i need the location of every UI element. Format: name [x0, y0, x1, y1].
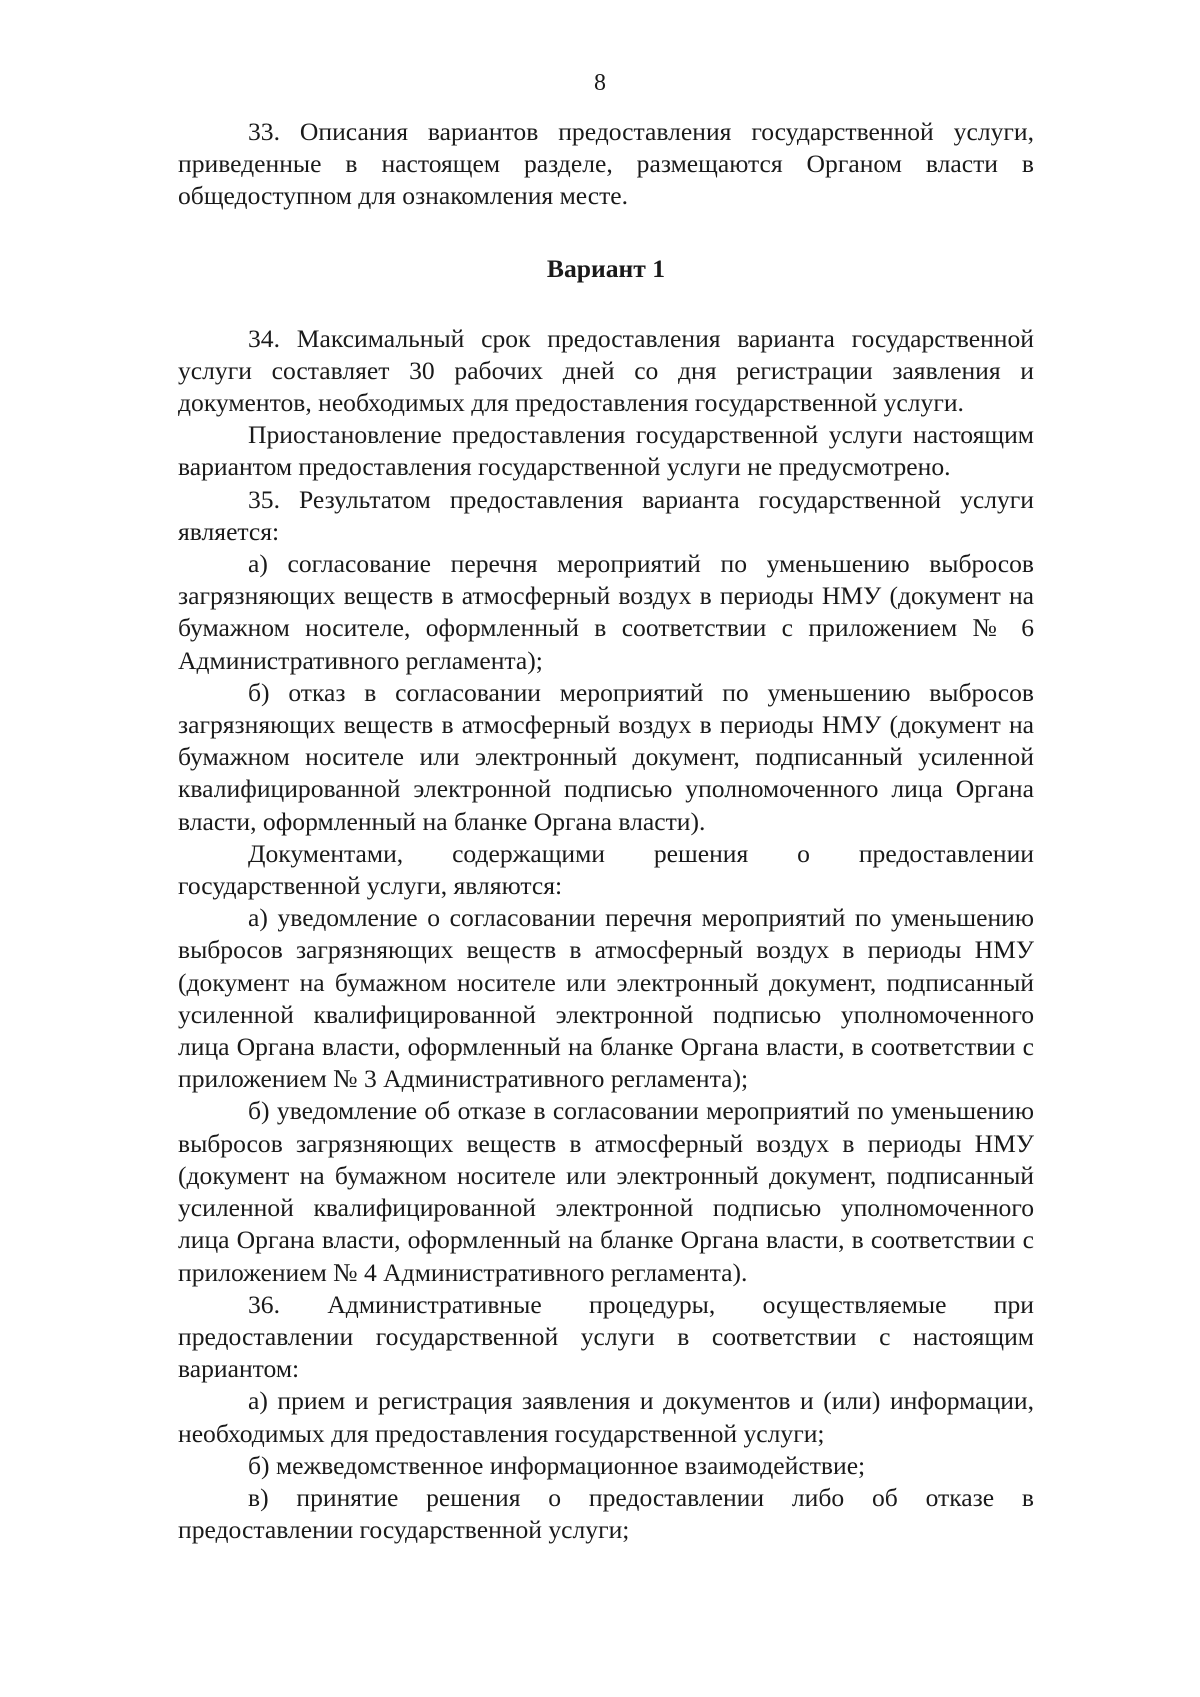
paragraph-34: 34. Максимальный срок предоставления варианта государственной услуги составляет 30 рабочих дней со дня регистрации заявления и документов, необходимых для предоставления государственной услуги.: [178, 323, 1034, 418]
procedure-item-c: в) принятие решения о предоставлении либо об отказе в предоставлении государственной услуги;: [178, 1482, 1034, 1545]
procedure-item-b: б) межведомственное информационное взаимодействие;: [248, 1450, 866, 1480]
page-number: 8: [594, 70, 606, 96]
decision-item-a: а) уведомление о согласовании перечня мероприятий по уменьшению выбросов загрязняющих веществ в атмосферный воздух в периоды НМУ (документ на бумажном носителе или электронный документ, подписанный усиленной квалифицированной электронной подписью уполномоченного лица Органа власти, оформленный на бланке Органа власти, в соответствии с приложением № 3 Административного регламента);: [178, 903, 1034, 1094]
decision-item-b: б) уведомление об отказе в согласовании мероприятий по уменьшению выбросов загрязняющих веществ в атмосферный воздух в периоды НМУ (документ на бумажном носителе или электронный документ, подписанный усиленной квалифицированной электронной подписью уполномоченного лица Органа власти, оформленный на бланке Органа власти, в соответствии с приложением № 4 Административного регламента).: [178, 1096, 1034, 1287]
procedure-item-a: а) прием и регистрация заявления и документов и (или) информации, необходимых для предоставления государственной услуги;: [178, 1386, 1034, 1448]
document-body: [178, 116, 1034, 1546]
decision-documents-intro: Документами, содержащими решения о предоставлении государственной услуги, являются:: [178, 838, 1034, 901]
paragraph-33: 33. Описания вариантов предоставления государственной услуги, приведенные в настоящем разделе, размещаются Органом власти в общедоступном для ознакомления месте.: [178, 117, 1034, 211]
result-item-a: а) согласование перечня мероприятий по уменьшению выбросов загрязняющих веществ в атмосферный воздух в периоды НМУ (документ на бумажном носителе, оформленный в соответствии с приложением № 6 Административного регламента);: [178, 549, 1034, 675]
paragraph-35: 35. Результатом предоставления варианта государственной услуги является:: [178, 484, 1034, 546]
result-item-b: б) отказ в согласовании мероприятий по уменьшению выбросов загрязняющих веществ в атмосферный воздух в периоды НМУ (документ на бумажном носителе или электронный документ, подписанный усиленной квалифицированной электронной подписью уполномоченного лица Органа власти, оформленный на бланке Органа власти).: [178, 677, 1034, 836]
paragraph-36: 36. Административные процедуры, осуществляемые при предоставлении государственной услуги в соответствии с настоящим вариантом:: [178, 1289, 1034, 1384]
section-heading: Вариант 1: [546, 253, 666, 283]
paragraph-34-suspension: Приостановление предоставления государственной услуги настоящим вариантом предоставления государственной услуги не предусмотрено.: [178, 420, 1034, 482]
